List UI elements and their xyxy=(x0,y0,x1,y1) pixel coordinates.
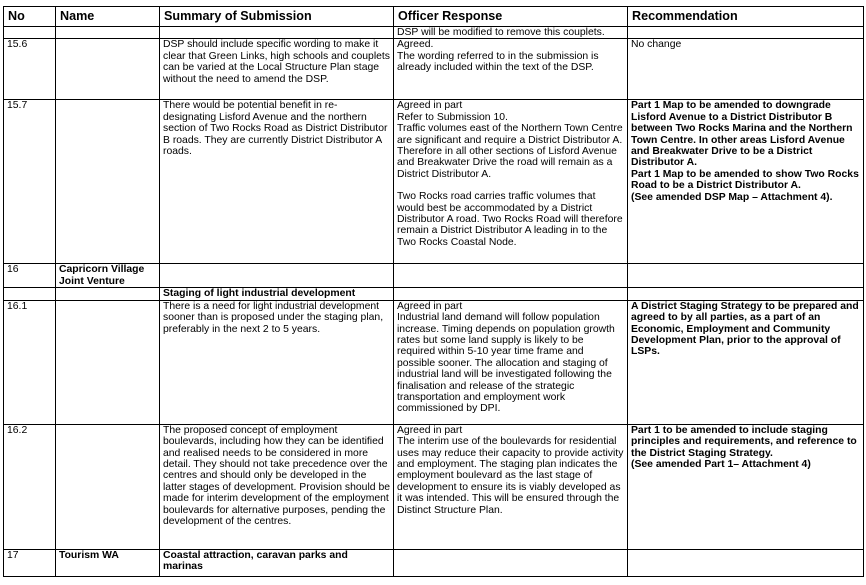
cell-summary xyxy=(160,264,394,288)
cell-officer xyxy=(394,264,628,288)
cell-recommendation xyxy=(628,549,864,576)
officer-paragraph: Agreed. The wording referred to in the submission is already included within the text of the DSP. xyxy=(397,39,599,74)
cell-summary xyxy=(160,27,394,39)
cell-officer xyxy=(394,424,628,549)
table-row xyxy=(4,424,864,549)
cell-no: 15.6 xyxy=(4,39,56,100)
cell-no xyxy=(4,27,56,39)
cell-summary: The proposed concept of employment boulevards, including how they can be identified and realised needs to be considered in more detail. They should not take precedence over the centres and should only be developed in the latter stages of development. Provision should be made for interim development of the employment boulevards for alternative purposes, pending the development of the centres. xyxy=(160,424,394,549)
officer-paragraph: Agreed in part The interim use of the boulevards for residential uses may reduce their capacity to provide activity and employment. The staging plan indicates the employment boulevard as the last stage of development to ensure its is viably developed as it was intended. This will be ensured through the Distinct Structure Plan. xyxy=(397,424,624,516)
cell-recommendation xyxy=(628,288,864,300)
table-row xyxy=(4,288,864,300)
col-header-recommendation: Recommendation xyxy=(628,7,864,27)
cell-name: Capricorn Village Joint Venture xyxy=(56,264,160,288)
table-row xyxy=(4,264,864,288)
cell-recommendation: Part 1 Map to be amended to downgrade Lisford Avenue to a District Distributor B between Two Rocks Marina and the Northern Town Centre. In other areas Lisford Avenue and Breakwater Drive to be a District Distributor A. Part 1 Map to be amended to show Two Rocks Road to be a District Distributor A. (See amended DSP Map – Attachment 4). xyxy=(628,100,864,264)
cell-officer xyxy=(394,27,628,39)
cell-recommendation: Part 1 to be amended to include staging principles and requirements, and reference to the District Staging Strategy. (See amended Part 1– Attachment 4) xyxy=(628,424,864,549)
cell-name xyxy=(56,100,160,264)
submissions-table xyxy=(3,6,864,577)
cell-recommendation: No change xyxy=(628,39,864,100)
cell-recommendation xyxy=(628,27,864,39)
header-row xyxy=(4,7,864,27)
cell-officer xyxy=(394,100,628,264)
officer-paragraph: Agreed in part Industrial land demand will follow population increase. Timing depends on population growth rates but some land supply is likely to be required within 5-10 year time frame and possible sooner. The allocation and staging of industrial land will be investigated following the finalisation and release of the strategic transportation and employment work commissioned by DPI. xyxy=(397,300,615,415)
cell-officer xyxy=(394,300,628,424)
cell-summary: There would be potential benefit in re-designating Lisford Avenue and the northern section of Two Rocks Road as District Distributor B roads. They are currently District Distributor A roads. xyxy=(160,100,394,264)
cell-name xyxy=(56,424,160,549)
cell-officer xyxy=(394,549,628,576)
cell-name xyxy=(56,27,160,39)
table-row xyxy=(4,27,864,39)
cell-name xyxy=(56,288,160,300)
cell-summary: There is a need for light industrial development sooner than is proposed under the staging plan, preferably in the next 2 to 5 years. xyxy=(160,300,394,424)
officer-paragraph: Two Rocks road carries traffic volumes that would best be accommodated by a District Distributor A road. Two Rocks Road will therefore remain a District Distributor A leading in to the Two Rocks Coastal Node. xyxy=(397,191,623,248)
col-header-summary: Summary of Submission xyxy=(160,7,394,27)
table-row xyxy=(4,39,864,100)
cell-no: 15.7 xyxy=(4,100,56,264)
col-header-name: Name xyxy=(56,7,160,27)
officer-paragraph: Agreed in part Refer to Submission 10. Traffic volumes east of the Northern Town Centre are significant and require a District Distributor A. Therefore in all other sections of Lisford Avenue and Breakwater Drive the road will remain as a District Distributor A. xyxy=(397,100,623,180)
cell-summary: Coastal attraction, caravan parks and marinas xyxy=(160,549,394,576)
cell-no: 16.2 xyxy=(4,424,56,549)
officer-paragraph: DSP will be modified to remove this couplets. xyxy=(397,27,605,38)
cell-no xyxy=(4,288,56,300)
cell-no: 16 xyxy=(4,264,56,288)
cell-name xyxy=(56,39,160,100)
table-row xyxy=(4,300,864,424)
col-header-no: No xyxy=(4,7,56,27)
cell-no: 17 xyxy=(4,549,56,576)
cell-no: 16.1 xyxy=(4,300,56,424)
cell-name xyxy=(56,300,160,424)
cell-name: Tourism WA xyxy=(56,549,160,576)
cell-officer xyxy=(394,39,628,100)
col-header-officer: Officer Response xyxy=(394,7,628,27)
cell-recommendation xyxy=(628,264,864,288)
cell-summary: Staging of light industrial development xyxy=(160,288,394,300)
cell-officer xyxy=(394,288,628,300)
table-row xyxy=(4,549,864,576)
table-row xyxy=(4,100,864,264)
cell-recommendation: A District Staging Strategy to be prepared and agreed to by all parties, as a part of an Economic, Employment and Community Development Plan, prior to the approval of LSPs. xyxy=(628,300,864,424)
cell-summary: DSP should include specific wording to make it clear that Green Links, high schools and couplets can be varied at the Local Structure Plan stage without the need to amend the DSP. xyxy=(160,39,394,100)
